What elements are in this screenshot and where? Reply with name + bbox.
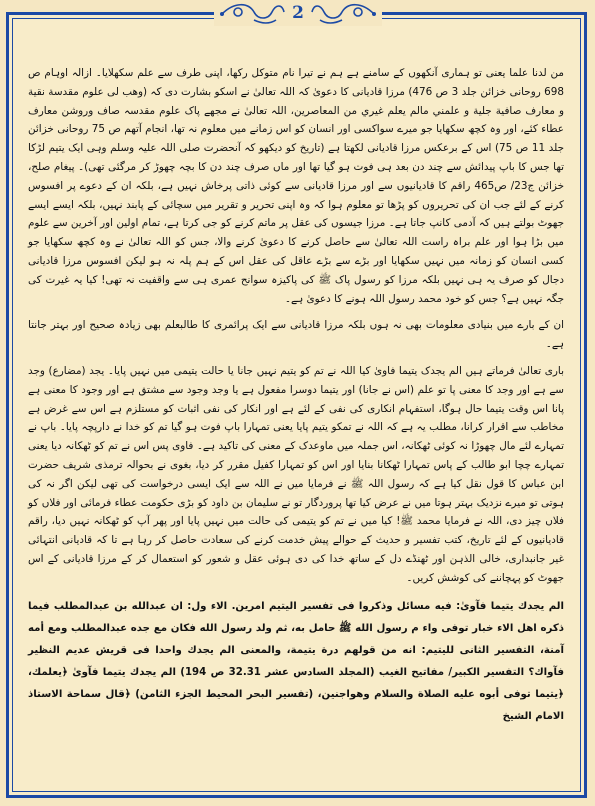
paragraph: باری تعالیٰ فرماتے ہیں الم یجدک یتیما فاویٰ کیا اللہ نے تم کو یتیم نہیں جانا یا حالت یتیمی میں نہیں پایا۔ یجد (مضارع) وجد سے ہے اور وجد کا معنی پا تو علم (اس نے جانا) اور یتیما دوسرا مفعول ہے یا وجد وجود سے مشتق ہے اور وجود کا معنی ہے پانا اس وقت یتیما حال ہوگا، استفہام انکاری کی نفی کے لئے ہے اور انکار کی نفی اثبات کو مستلزم ہے اس سے غرض ہے مخاطب سے اقرار کرانا، مطلب یہ ہے کہ اللہ نے تمکو یتیم پایا یعنی تمہارا باپ فوت ہو گیا تم کو خدا نے دارپچہ پایا۔ باپ نے تمہارے لئے مال چھوڑا نہ کوئی ٹھکانہ، اس جملہ میں ماوعدک کے معنی کی تاکید ہے۔ فاوی پس اس نے تم کو ٹھکانہ دیا یعنی تمہارے چچا ابو طالب کے پاس تمہارا ٹھکانا بنایا اور اس کو تمہارا کفیل مقرر کر دیا، بغوی نے بحوالہ ترمذی شریف حضرت ابن عباس کا قول نقل کیا ہے کہ رسول اللہ ﷺ نے فرمایا میں نے اللہ سے ایک ایسی درخواست کی تھی لیکن اگر نہ کی ہوتی تو میرے نزدیک بہتر ہوتا میں نے عرض کیا تھا پروردگار تو نے سلیمان بن داود کو بڑی حکومت عطاء فرمائی اور فلاں کو فلاں چیز دی، اللہ نے فرمایا محمد ﷺ! کیا میں نے تم کو یتیمی کی حالت میں نہیں پایا اور پھر آپ کو ٹھکانہ نہیں دیا، راقم قادیانیوں کے لئے تاریخ، کتب تفسیر و حدیث کے حوالے پیش خدمت کرنے کی سعادت حاصل کر رہا ہے تا کہ قادیانی انتہائی غیر جانبداری، خالی الذہن اور ٹھنڈے دل کے ساتھ خدا کی دی ہوئی عقل و شعور کو استعمال کر کے مرزا قادیانی کے اس جھوٹ کو پہچاننے کی کوشش کریں۔ xyxy=(28,364,564,584)
page-body xyxy=(28,64,564,736)
paragraph: من لدنا علما یعنی تو ہماری آنکھوں کے سامنے ہے ہم نے تیرا نام متوکل رکھا، اپنی طرف سے علم سکھلایا۔ ازالہ اوہام ص 698 روحانی خزائن جلد 3 ص 476) مرزا قادیانی کا دعویٰ کہ اللہ تعالیٰ نے اسکو بشارت دی کہ (وهب لی علوم مقدسة نقية و معارف صافية جلية و علمني مالم يعلم غيري من المعاصرين، اللہ تعالیٰ نے مجھے پاک علوم مقدسہ صاف وروشن معارف عطاء کئے، اور وہ کچھ سکھایا جو میرے سواکسی اور انسان کو اس زمانے میں معلوم نہ تھا، انجام آتھم ص 75 روحانی خزائن جلد 11 ص 75) اس کے برعکس مرزا قادیانی لکھتا ہے (تاریخ کو دیکھو کہ آنحضرت صلی اللہ علیہ وسلم وہی ایک یتیم لڑکا تھا جس کا باپ پیدائش سے چند دن بعد ہی فوت ہو گیا تھا اور ماں صرف چند دن کا بچہ چھوڑ کر مرگئی تھی)۔ پیغام صلح، خزائن ج23/ ص465 راقم کا قادیانیوں سے اور مرزا قادیانی سے کوئی ذاتی پرخاش نہیں ہے، بلکہ ان کے دعوے پر افسوس کرنے کے لئے جب ان کی تحریروں کو پڑھا تو معلوم ہوا کہ وہ اپنی تحریر و تقریر میں سچائی کے پابند نہیں، بلکہ ایسے ایسے جھوٹ بولتے ہیں کہ آدمی کانپ جاتا ہے۔ مرزا جیسوں کی عقل پر ماتم کرنے کو جی کرتا ہے، تمام اولین اور آخرین سے علوم میں بڑا ہوا اور علم براہ راست اللہ تعالیٰ سے حاصل کرنے کا دعویٰ کرنے والا، جس کو اللہ تعالیٰ نے وہ کچھ سکھایا جو کسی انسان کو زمانہ میں نہیں سکھایا اور بڑے سے بڑے عاقل کی عقل اس کے ہم پلہ نہ ہو لیکن افسوس مرزا قادیانی دجال کو صرف یہ ہی نہیں بلکہ مرزا کو رسول پاک ﷺ کی پاکیزہ سوانح عمری ہی سے واقفیت نہ تھی! کیا یہ غیرت کی جگہ نہیں ہے؟ جس کو خود محمد رسول اللہ ہونے کا دعویٰ ہے۔ xyxy=(28,67,564,305)
arabic-quotation-paragraph: الم يجدك يتيما فآوىٰ: فيه مسائل وذكروا فى تفسير اليتيم امرين. الاء ول: ان عبدالله بن عبدالمطلب فيما ذكره اهل الاء خبار توفى واء م رسول الله ﷺ حامل به، ثم ولد رسول الله فكان مع جده عبدالمطلب ومع أمه آمنة، التفسير الثانى لليتيم: انه من قولهم درة يتيمة، والمعنى الم يجدك واحدا فى قريش عديم النظير فآواك؟ التفسير الكبير/ مفاتيح الغيب (المجلد السادس عشر 32.31 ص 194) الم يجدك يتيما فآوىٰ ﴿يعلمك، ﴿يتيما توفى أبوه عليه الصلاة والسلام وهواجنين، (تفسير البحر المحيط الجزء الثامن) ﴿قال سماحة الاستاذ الامام الشيخ xyxy=(28,600,564,722)
header-ornament xyxy=(214,0,382,26)
paragraph: ان کے بارے میں بنیادی معلومات بھی نہ ہوں بلکہ مرزا قادیانی سے ایک پرائمری کا طالبعلم بھی زیادہ صحیح اور بہتر جانتا ہے۔ xyxy=(28,319,564,351)
page-number: 2 xyxy=(292,3,304,23)
